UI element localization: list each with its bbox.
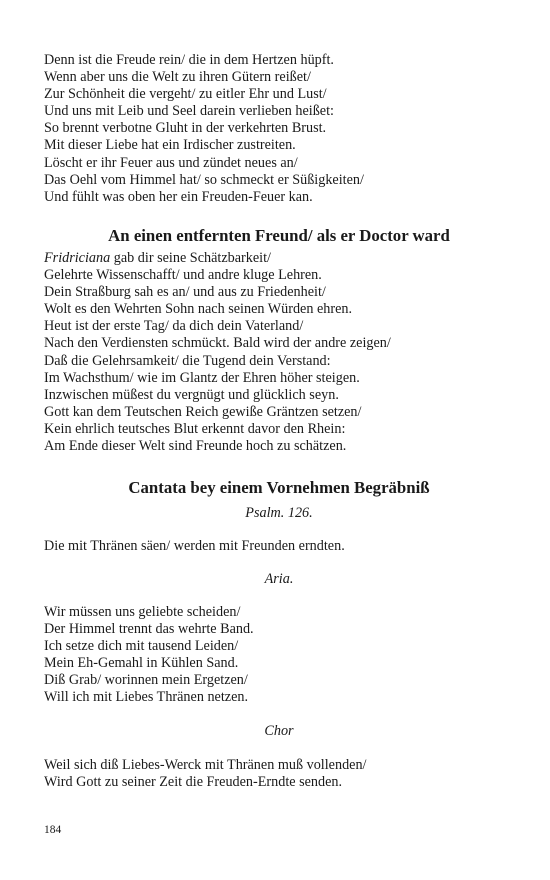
poem-2-stanza: [44, 250, 514, 455]
poem-line: Und fühlt was oben her ein Freuden-Feuer kan.: [44, 188, 313, 205]
aria-label: Aria.: [264, 571, 294, 587]
aria-line: Diß Grab/ worinnen mein Ergetzen/: [44, 672, 248, 689]
aria-line: Ich setze dich mit tausend Leiden/: [44, 638, 239, 655]
poem-line: Dein Straßburg sah es an/ und aus zu Friedenheit/: [44, 284, 326, 301]
poem-line: So brennt verbotne Gluht in der verkehrten Brust.: [44, 120, 327, 137]
poem-line: Kein ehrlich teutsches Blut erkennt davor den Rhein:: [44, 420, 346, 437]
poem-1-stanza: [44, 52, 514, 206]
italic-name: Fridriciana: [44, 250, 111, 266]
poem-line: Wenn aber uns die Welt zu ihren Gütern reißet/: [44, 69, 311, 86]
poem-line: Inzwischen müßest du vergnügt und glücklich seyn.: [44, 386, 339, 403]
chor-label: Chor: [264, 723, 294, 739]
poem-line: Löscht er ihr Feuer aus und zündet neues an/: [44, 154, 298, 171]
page-number: 184: [44, 824, 62, 836]
aria-line: Wir müssen uns geliebte scheiden/: [44, 604, 241, 620]
poem-line: Gelehrte Wissenschafft/ und andre kluge Lehren.: [44, 267, 322, 284]
aria-line: Der Himmel trennt das wehrte Band.: [44, 621, 254, 638]
cantata-title: Cantata bey einem Vornehmen Begräbniß: [128, 478, 430, 497]
poem-line: Denn ist die Freude rein/ die in dem Hertzen hüpft.: [44, 52, 334, 68]
aria-line: Will ich mit Liebes Thränen netzen.: [44, 689, 249, 706]
aria-line: Mein Eh-Gemahl in Kühlen Sand.: [44, 655, 239, 672]
poem-line: Mit dieser Liebe hat ein Irdischer zustreiten.: [44, 137, 296, 154]
poem-line: Heut ist der erste Tag/ da dich dein Vaterland/: [44, 318, 304, 335]
psalm-line: Die mit Thränen säen/ werden mit Freunden erndten.: [44, 538, 345, 554]
poem-line: Am Ende dieser Welt sind Freunde hoch zu schätzen.: [44, 438, 347, 455]
poem-line: Und uns mit Leib und Seel darein verlieben heißet:: [44, 103, 334, 120]
poem-line: Das Oehl vom Himmel hat/ so schmeckt er Süßigkeiten/: [44, 171, 364, 188]
poem-line: Gott kan dem Teutschen Reich gewiße Gräntzen setzen/: [44, 403, 362, 420]
chor-line: Wird Gott zu seiner Zeit die Freuden-Erndte senden.: [44, 774, 343, 791]
poem-line: Wolt es den Wehrten Sohn nach seinen Würden ehren.: [44, 301, 353, 318]
poem-line: Im Wachsthum/ wie im Glantz der Ehren höher steigen.: [44, 369, 360, 386]
chor-stanza: [44, 757, 514, 791]
poem-2-title: An einen entfernten Freund/ als er Doctor ward: [108, 226, 450, 245]
poem-line: Zur Schönheit die vergeht/ zu eitler Ehr und Lust/: [44, 86, 327, 103]
poem-line: Daß die Gelehrsamkeit/ die Tugend dein Verstand:: [44, 352, 331, 369]
poem-line-first: [44, 250, 514, 267]
aria-stanza: [44, 604, 514, 707]
poem-line: Nach den Verdiensten schmückt. Bald wird der andre zeigen/: [44, 335, 391, 352]
chor-line: Weil sich diß Liebes-Werck mit Thränen muß vollenden/: [44, 757, 367, 773]
psalm-reference: Psalm. 126.: [245, 505, 313, 521]
line-rest: gab dir seine Schätzbarkeit/: [110, 250, 271, 266]
